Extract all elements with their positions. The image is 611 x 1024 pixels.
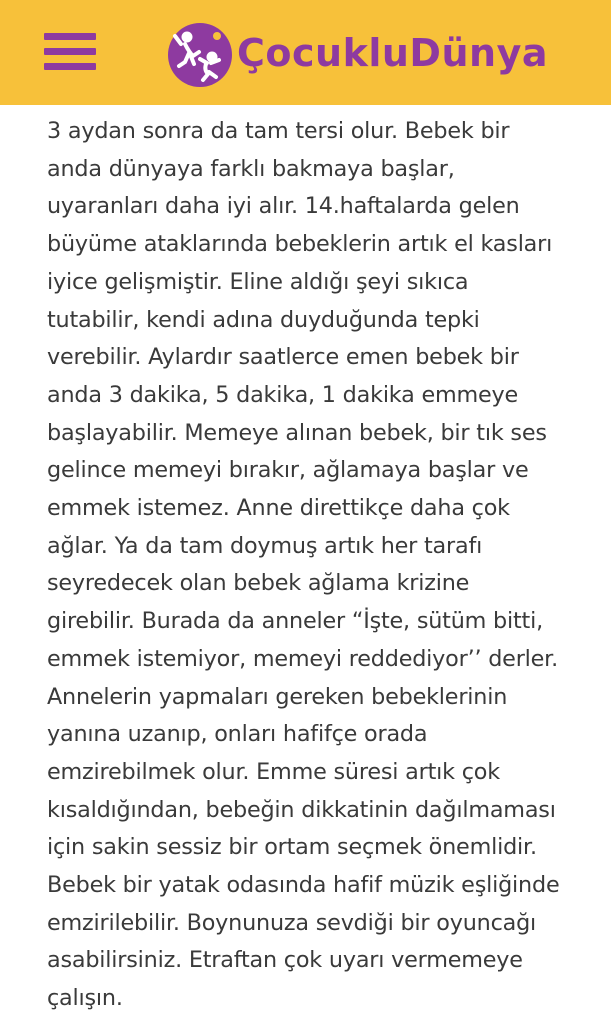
site-name-part1: Çocuklu <box>237 31 410 75</box>
article-text-line: uyaranları daha iyi alır. 14.haftalarda gelen <box>47 193 520 220</box>
site-name <box>237 29 548 77</box>
article-text-line: emmek istemez. Anne direttikçe daha çok <box>47 495 510 522</box>
hamburger-menu-icon[interactable] <box>44 33 96 71</box>
article-text-line: başlayabilir. Memeye alınan bebek, bir tık ses <box>47 419 547 446</box>
article-text-line: gelince memeyi bırakır, ağlamaya başlar ve <box>47 457 529 484</box>
article-text-line: emzirilebilir. Boynunuza sevdiği bir oyuncağı <box>47 909 537 936</box>
menu-bar <box>44 48 96 55</box>
article-text-line: emzirebilmek olur. Emme süresi artık çok <box>47 758 500 785</box>
children-playing-icon <box>167 22 233 88</box>
article-text-line: için sakin sessiz bir ortam seçmek önemlidir. <box>47 834 537 861</box>
article-body <box>47 113 587 1018</box>
article-text-line: 3 aydan sonra da tam tersi olur. Bebek bir <box>47 118 510 144</box>
article-text-line: asabilirsiniz. Etraftan çok uyarı vermemeye <box>47 947 523 974</box>
article-text-line: seyredecek olan bebek ağlama krizine <box>47 570 470 597</box>
article-text-line: girebilir. Burada da anneler “İşte, sütüm bitti, <box>47 608 543 635</box>
article-text-line: anda 3 dakika, 5 dakika, 1 dakika emmeye <box>47 381 519 408</box>
site-logo[interactable] <box>167 20 577 90</box>
site-name-part2: Dünya <box>409 31 548 75</box>
article-text-line: büyüme ataklarında bebeklerin artık el kasları <box>47 231 553 258</box>
article-text-line: yanına uzanıp, onları hafifçe orada <box>47 721 428 748</box>
menu-bar <box>44 33 96 40</box>
article-text-line: emmek istemiyor, memeyi reddediyor’’ derler. <box>47 645 558 672</box>
article-text-line: tutabilir, kendi adına duyduğunda tepki <box>47 306 480 333</box>
article-text-line: kısaldığından, bebeğin dikkatinin dağılmaması <box>47 796 556 823</box>
site-header <box>0 0 611 105</box>
article-text-line: çalışın. <box>47 985 123 1012</box>
article-text-line: Annelerin yapmaları gereken bebeklerinin <box>47 683 508 710</box>
article-text-line: anda dünyaya farklı bakmaya başlar, <box>47 155 455 182</box>
menu-bar <box>44 63 96 70</box>
article-text-line: iyice gelişmiştir. Eline aldığı şeyi sıkıca <box>47 268 469 295</box>
article-text-line: ağlar. Ya da tam doymuş artık her tarafı <box>47 532 483 559</box>
article-text-line: Bebek bir yatak odasında hafif müzik eşliğinde <box>47 872 560 899</box>
article-text-line: verebilir. Aylardır saatlerce emen bebek bir <box>47 344 519 371</box>
